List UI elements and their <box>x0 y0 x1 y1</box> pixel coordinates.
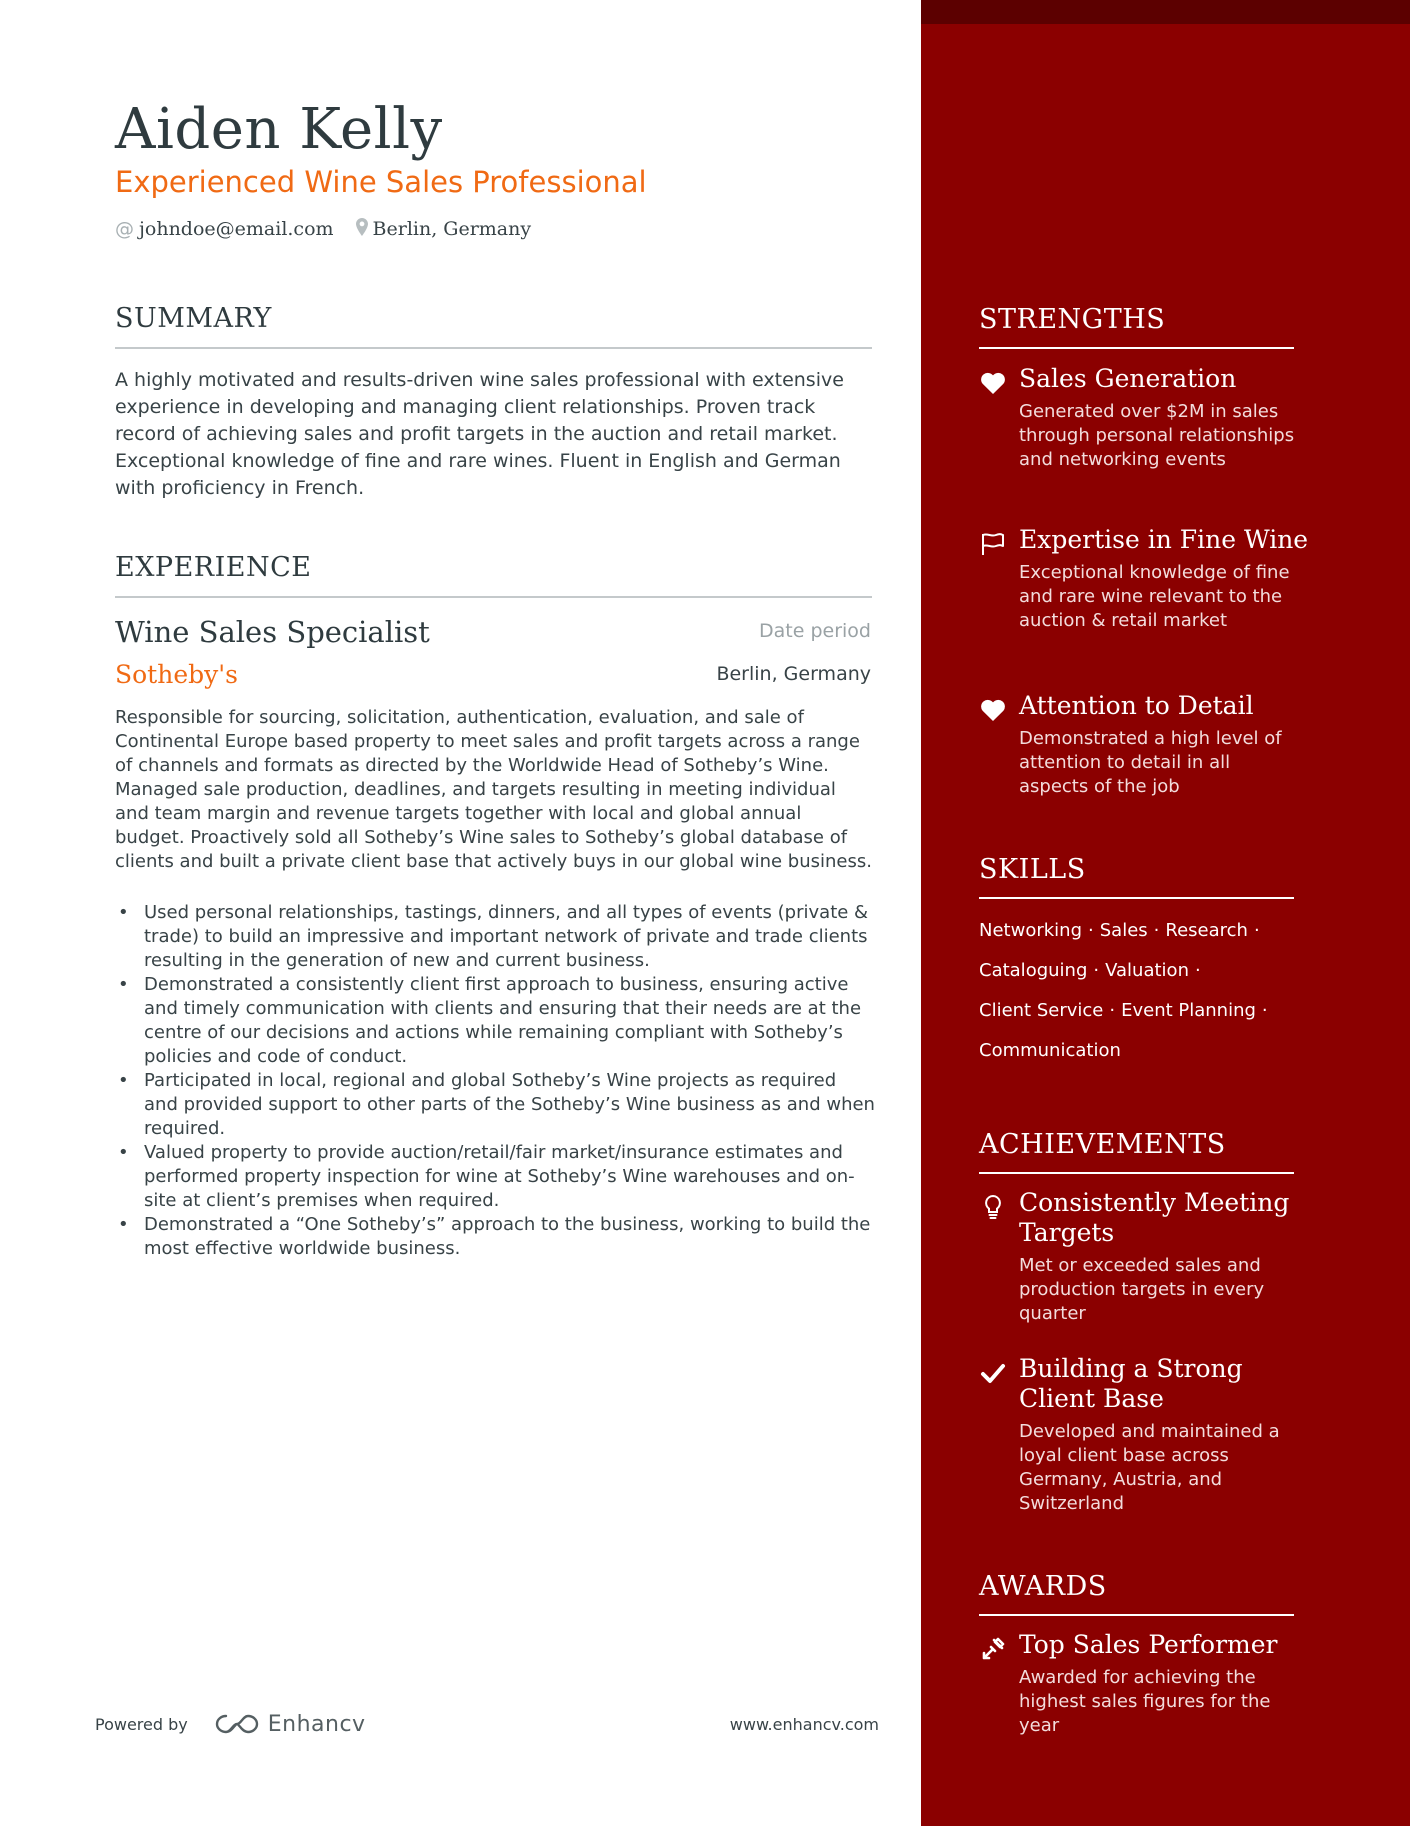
checkmark-icon <box>979 1359 1007 1387</box>
skills-list: Networking · Sales · Research · Cataloguing · Valuation · Client Service · Event Planning · Communication <box>979 920 1268 1061</box>
award-desc: Awarded for achieving the highest sales figures for the year <box>1019 1667 1271 1736</box>
summary-text: A highly motivated and results-driven wine sales professional with extensive experience in developing and managing client relationships. Proven track record of achieving sales and profit targets in the auction and retail market. Exceptional knowledge of fine and rare wines. Fluent in English and German with proficiency in French. <box>115 369 844 499</box>
sidebar <box>921 0 1410 1826</box>
achievement-desc: Developed and maintained a loyal client base across Germany, Austria, and Switzerland <box>1019 1421 1280 1514</box>
job-location: Berlin, Germany <box>716 663 871 685</box>
strength-title: Attention to Detail <box>1019 691 1254 720</box>
email-item[interactable] <box>115 218 334 240</box>
skill-tag: Cataloguing <box>979 960 1088 981</box>
list-item: • Valued property to provide auction/retail/fair market/insurance estimates and performed property inspection for wine at Sotheby’s Wine warehouses and on-site at client’s premises when required. <box>118 1142 855 1211</box>
enhancv-logo[interactable] <box>214 1712 366 1737</box>
list-item: • Participated in local, regional and global Sotheby’s Wine projects as required and provided support to other parts of the Sotheby’s Wine business as and when required. <box>118 1070 875 1139</box>
job-company: Sotheby's <box>115 660 238 689</box>
sidebar-top-bar <box>921 0 1410 24</box>
strength-item <box>979 525 1309 633</box>
strength-title: Sales Generation <box>1019 364 1237 393</box>
achievement-title: Consistently Meeting Targets <box>1019 1188 1290 1247</box>
achievement-item <box>979 1354 1309 1516</box>
strength-desc: Demonstrated a high level of attention to detail in all aspects of the job <box>1019 728 1282 797</box>
skill-tag: Networking <box>979 920 1082 941</box>
skill-tag: Sales <box>1099 920 1148 941</box>
strength-desc: Exceptional knowledge of fine and rare wine relevant to the auction & retail market <box>1019 562 1290 631</box>
achievement-item <box>979 1188 1309 1326</box>
at-icon: @ <box>115 218 134 240</box>
email-text: johndoe@email.com <box>139 218 334 240</box>
location-item <box>356 218 532 241</box>
list-item: • Used personal relationships, tastings, dinners, and all types of events (private & trade) to build an impressive and important network of private and trade clients resulting in the generation of new and current business. <box>118 902 869 971</box>
skill-tag: Client Service <box>979 1000 1104 1021</box>
summary-title: SUMMARY <box>115 302 872 349</box>
list-item: • Demonstrated a “One Sotheby’s” approach to the business, working to build the most effective worldwide business. <box>118 1214 871 1259</box>
experience-title: EXPERIENCE <box>115 551 872 598</box>
skill-tag: Communication <box>979 1040 1121 1061</box>
achievement-title: Building a Strong Client Base <box>1019 1354 1243 1413</box>
footer-url[interactable]: www.enhancv.com <box>729 1714 879 1734</box>
award-title: Top Sales Performer <box>1019 1630 1278 1659</box>
skill-tag: Research <box>1165 920 1248 941</box>
heart-icon <box>979 696 1007 724</box>
skills-title: SKILLS <box>979 853 1294 899</box>
strength-title: Expertise in Fine Wine <box>1019 525 1309 554</box>
trophy-icon <box>979 1635 1007 1663</box>
achievement-desc: Met or exceeded sales and production targets in every quarter <box>1019 1255 1265 1324</box>
powered-by-label: Powered by <box>95 1714 188 1734</box>
awards-title: AWARDS <box>979 1570 1294 1616</box>
job-bullets <box>115 901 875 1261</box>
skill-tag: Event Planning <box>1121 1000 1256 1021</box>
job-title: Wine Sales Specialist <box>115 615 430 649</box>
skill-tag: Valuation <box>1105 960 1189 981</box>
enhancv-logo-icon <box>214 1712 260 1736</box>
contact-info <box>115 214 553 244</box>
award-item <box>979 1630 1309 1738</box>
heart-icon <box>979 369 1007 397</box>
achievements-title: ACHIEVEMENTS <box>979 1128 1294 1174</box>
strengths-title: STRENGTHS <box>979 303 1294 349</box>
candidate-headline: Experienced Wine Sales Professional <box>115 165 647 199</box>
location-text: Berlin, Germany <box>372 218 532 240</box>
footer <box>95 1706 879 1742</box>
strength-desc: Generated over $2M in sales through personal relationships and networking events <box>1019 401 1295 470</box>
strength-item <box>979 364 1309 472</box>
strength-item <box>979 691 1309 799</box>
flag-icon <box>979 530 1007 558</box>
list-item: • Demonstrated a consistently client first approach to business, ensuring active and timely communication with clients and ensuring that their needs are at the centre of our decisions and actions while remaining compliant with Sotheby’s policies and code of conduct. <box>118 974 862 1067</box>
job-date: Date period <box>759 620 871 642</box>
location-pin-icon <box>356 218 368 241</box>
job-description: Responsible for sourcing, solicitation, authentication, evaluation, and sale of Continental Europe based property to meet sales and profit targets across a range of channels and formats as directed by the Worldwide Head of Sotheby’s Wine. Managed sale production, deadlines, and targets resulting in meeting individual and team margin and revenue targets together with local and global annual budget. Proactively sold all Sotheby’s Wine sales to Sotheby’s global database of clients and built a private client base that actively buys in our global wine business. <box>115 707 872 872</box>
lightbulb-icon <box>979 1193 1007 1221</box>
candidate-name: Aiden Kelly <box>115 97 443 162</box>
brand-name: Enhancv <box>267 1711 366 1737</box>
